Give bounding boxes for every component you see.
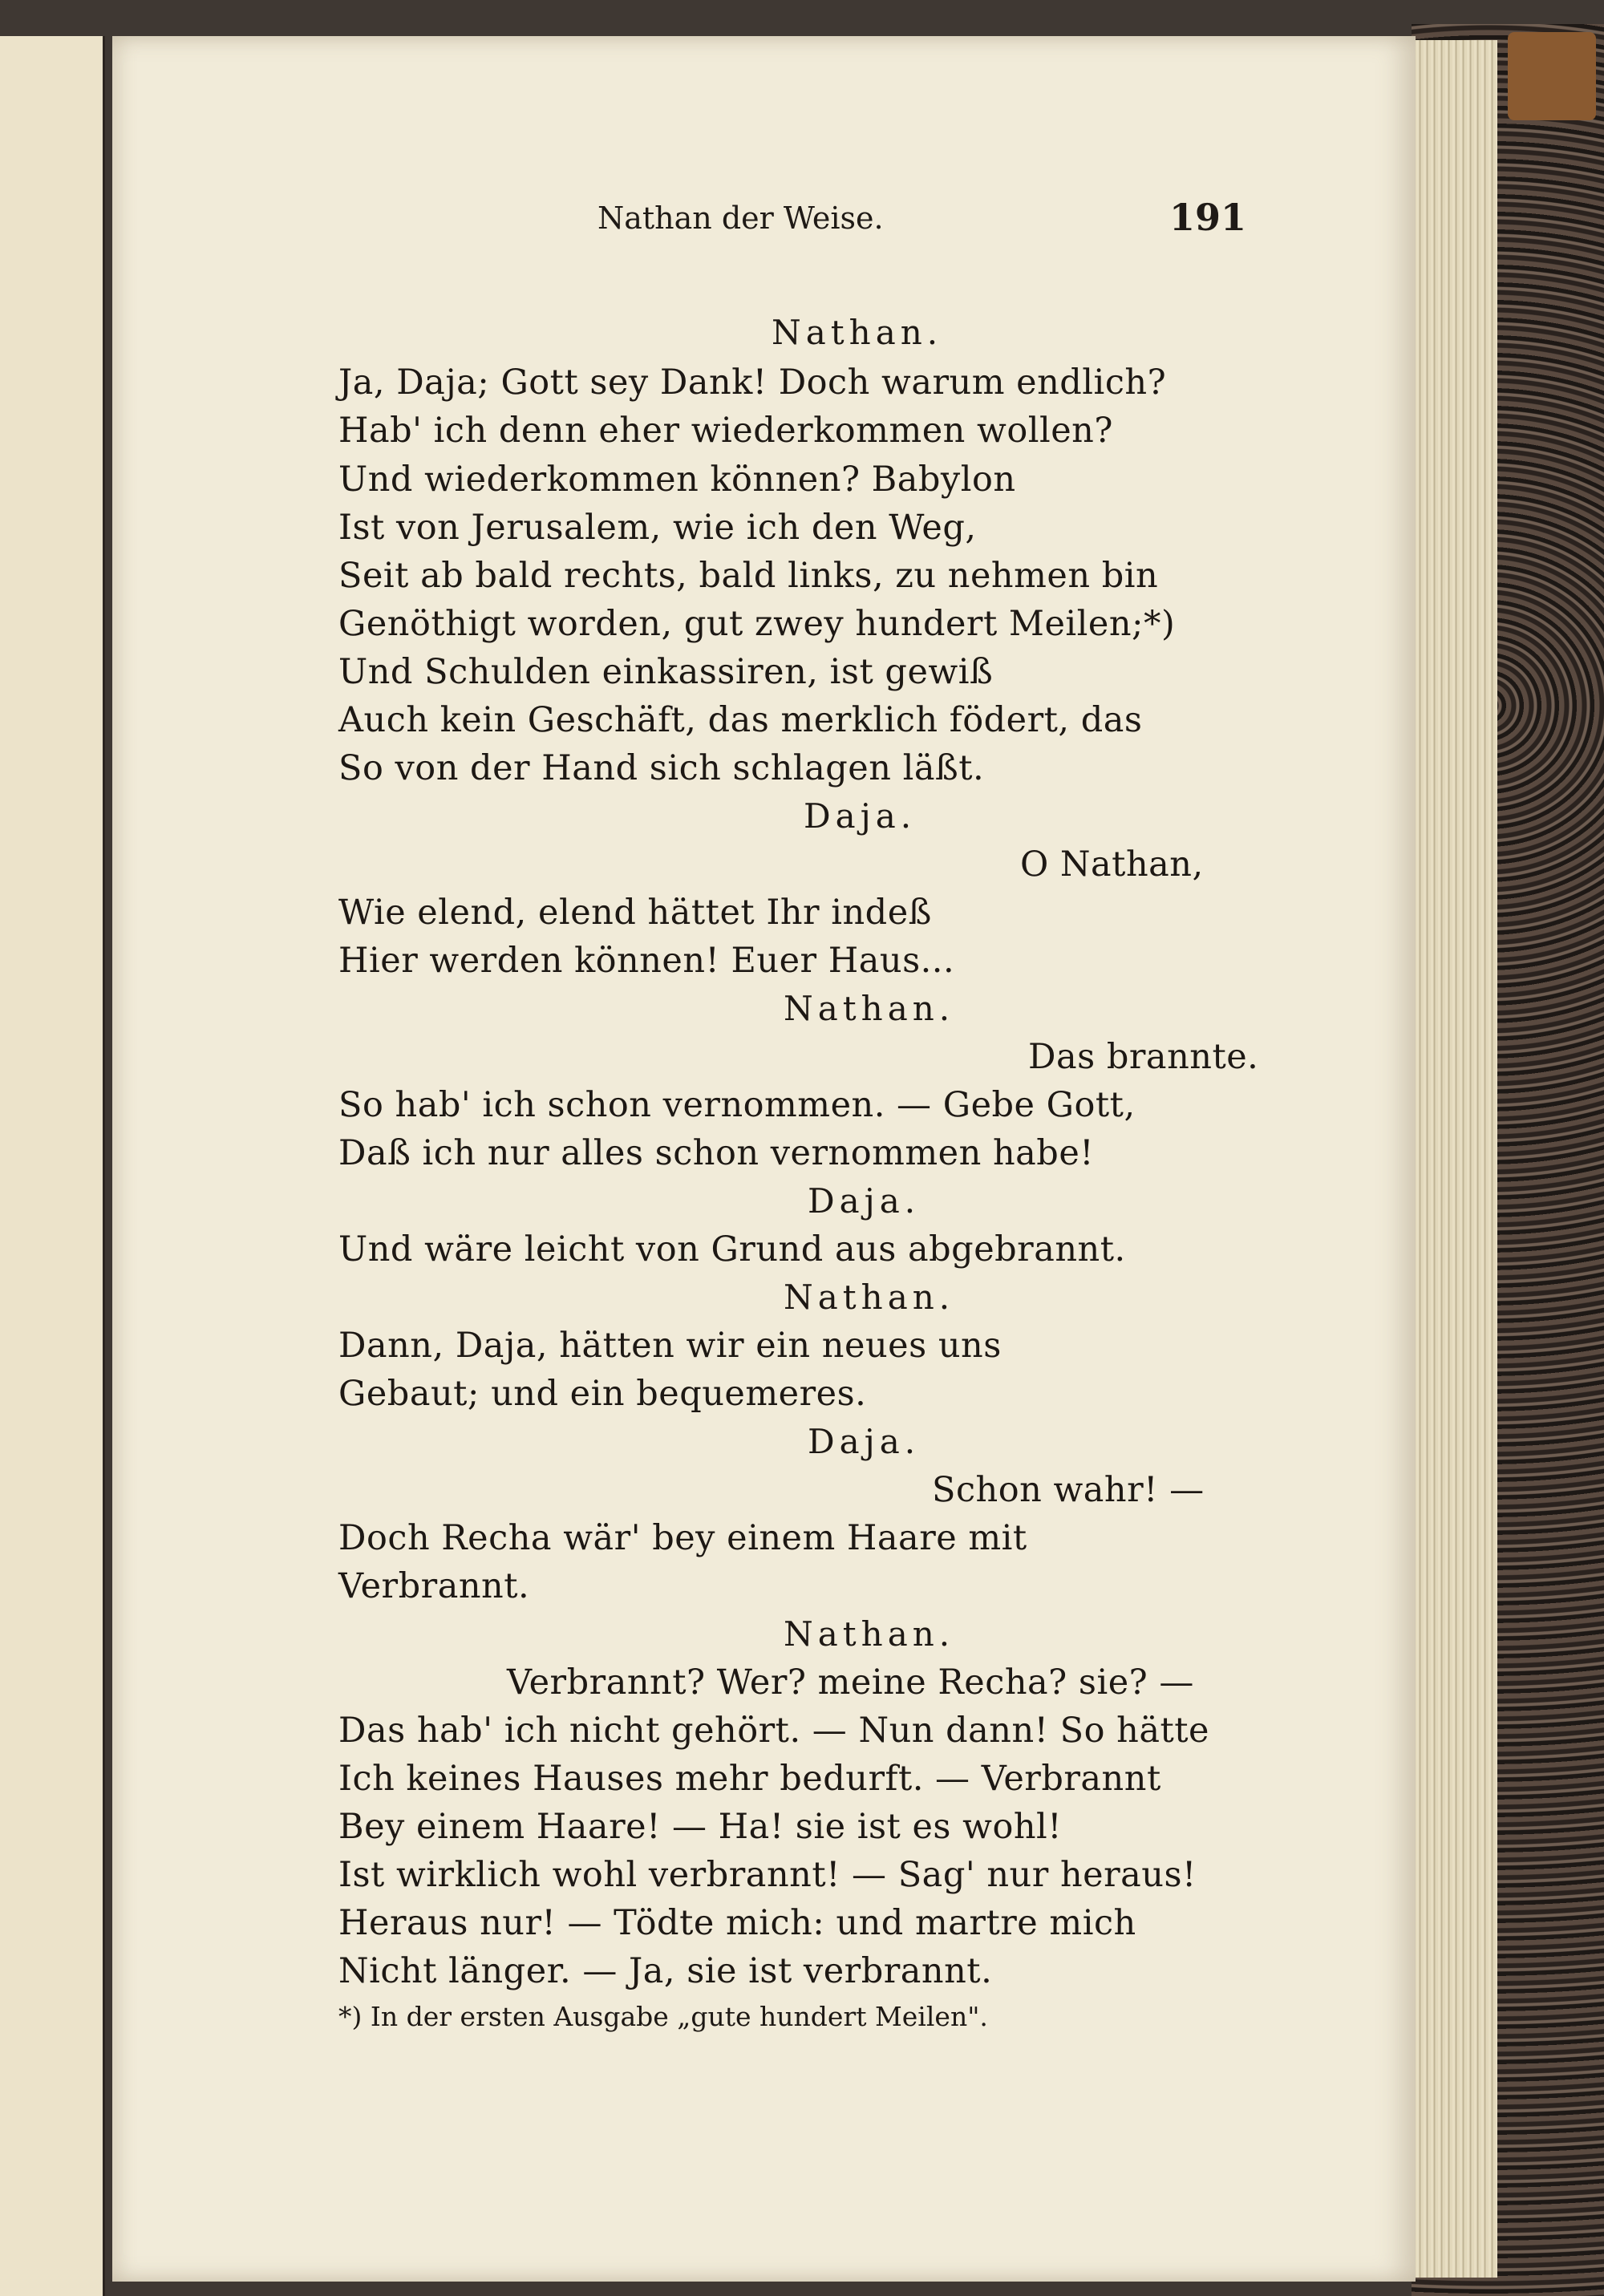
cover-corner bbox=[1508, 32, 1596, 120]
verse-line: So hab' ich schon vernommen. — Gebe Gott, bbox=[338, 1085, 1136, 1125]
verse-line: Seit ab bald rechts, bald links, zu nehmen bin bbox=[338, 556, 1159, 596]
verse-line: Bey einem Haare! — Ha! sie ist es wohl! bbox=[338, 1807, 1063, 1847]
page-number: 191 bbox=[1169, 196, 1247, 239]
verse-line: Schon wahr! — bbox=[932, 1470, 1205, 1510]
verse-line: Auch kein Geschäft, das merklich födert, das bbox=[338, 700, 1143, 740]
verse-line: Das brannte. bbox=[1028, 1037, 1259, 1077]
footnote: *) In der ersten Ausgabe „gute hundert Meilen". bbox=[338, 2001, 988, 2032]
verse-line: Ich keines Hauses mehr bedurft. — Verbrannt bbox=[338, 1759, 1161, 1799]
page-header bbox=[112, 196, 1416, 257]
verse-line: Doch Recha wär' bey einem Haare mit bbox=[338, 1518, 1027, 1558]
verse-line: Nicht länger. — Ja, sie ist verbrannt. bbox=[338, 1951, 993, 1991]
speaker-nathan: Nathan. bbox=[784, 1278, 955, 1317]
verse-line: O Nathan, bbox=[1020, 844, 1204, 885]
speaker-daja: Daja. bbox=[808, 1181, 921, 1221]
verse-line: Dann, Daja, hätten wir ein neues uns bbox=[338, 1326, 1002, 1366]
verse-line: Hier werden können! Euer Haus... bbox=[338, 941, 955, 981]
speaker-nathan: Nathan. bbox=[784, 1614, 955, 1654]
speaker-daja: Daja. bbox=[804, 796, 917, 836]
speaker-daja: Daja. bbox=[808, 1422, 921, 1461]
verse-line: So von der Hand sich schlagen läßt. bbox=[338, 748, 985, 788]
book-page bbox=[112, 36, 1416, 2282]
verse-line: Ist wirklich wohl verbrannt! — Sag' nur heraus! bbox=[338, 1855, 1197, 1895]
speaker-nathan: Nathan. bbox=[772, 313, 943, 352]
verse-line: Wie elend, elend hättet Ihr indeß bbox=[338, 893, 932, 933]
verse-line: Und Schulden einkassiren, ist gewiß bbox=[338, 652, 994, 692]
verse-line: Und wäre leicht von Grund aus abgebrannt. bbox=[338, 1229, 1126, 1269]
verse-line: Ist von Jerusalem, wie ich den Weg, bbox=[338, 508, 977, 548]
running-title: Nathan der Weise. bbox=[597, 200, 884, 236]
verse-line: Daß ich nur alles schon vernommen habe! bbox=[338, 1133, 1095, 1173]
verse-line: Ja, Daja; Gott sey Dank! Doch warum endlich? bbox=[338, 362, 1167, 403]
verse-line: Das hab' ich nicht gehört. — Nun dann! So hätte bbox=[338, 1711, 1209, 1751]
verse-line: Gebaut; und ein bequemeres. bbox=[338, 1374, 867, 1414]
verse-line: Und wiederkommen können? Babylon bbox=[338, 460, 1016, 500]
verse-line: Verbrannt? Wer? meine Recha? sie? — bbox=[507, 1662, 1194, 1703]
verse-line: Genöthigt worden, gut zwey hundert Meilen;*) bbox=[338, 604, 1176, 644]
page-block-edge bbox=[1408, 40, 1497, 2278]
verse-line: Heraus nur! — Tödte mich: und martre mich bbox=[338, 1903, 1136, 1943]
verse-line: Hab' ich denn eher wiederkommen wollen? bbox=[338, 411, 1113, 451]
verse-line: Verbrannt. bbox=[338, 1566, 530, 1606]
facing-page-edge bbox=[0, 36, 105, 2296]
speaker-nathan: Nathan. bbox=[784, 989, 955, 1028]
